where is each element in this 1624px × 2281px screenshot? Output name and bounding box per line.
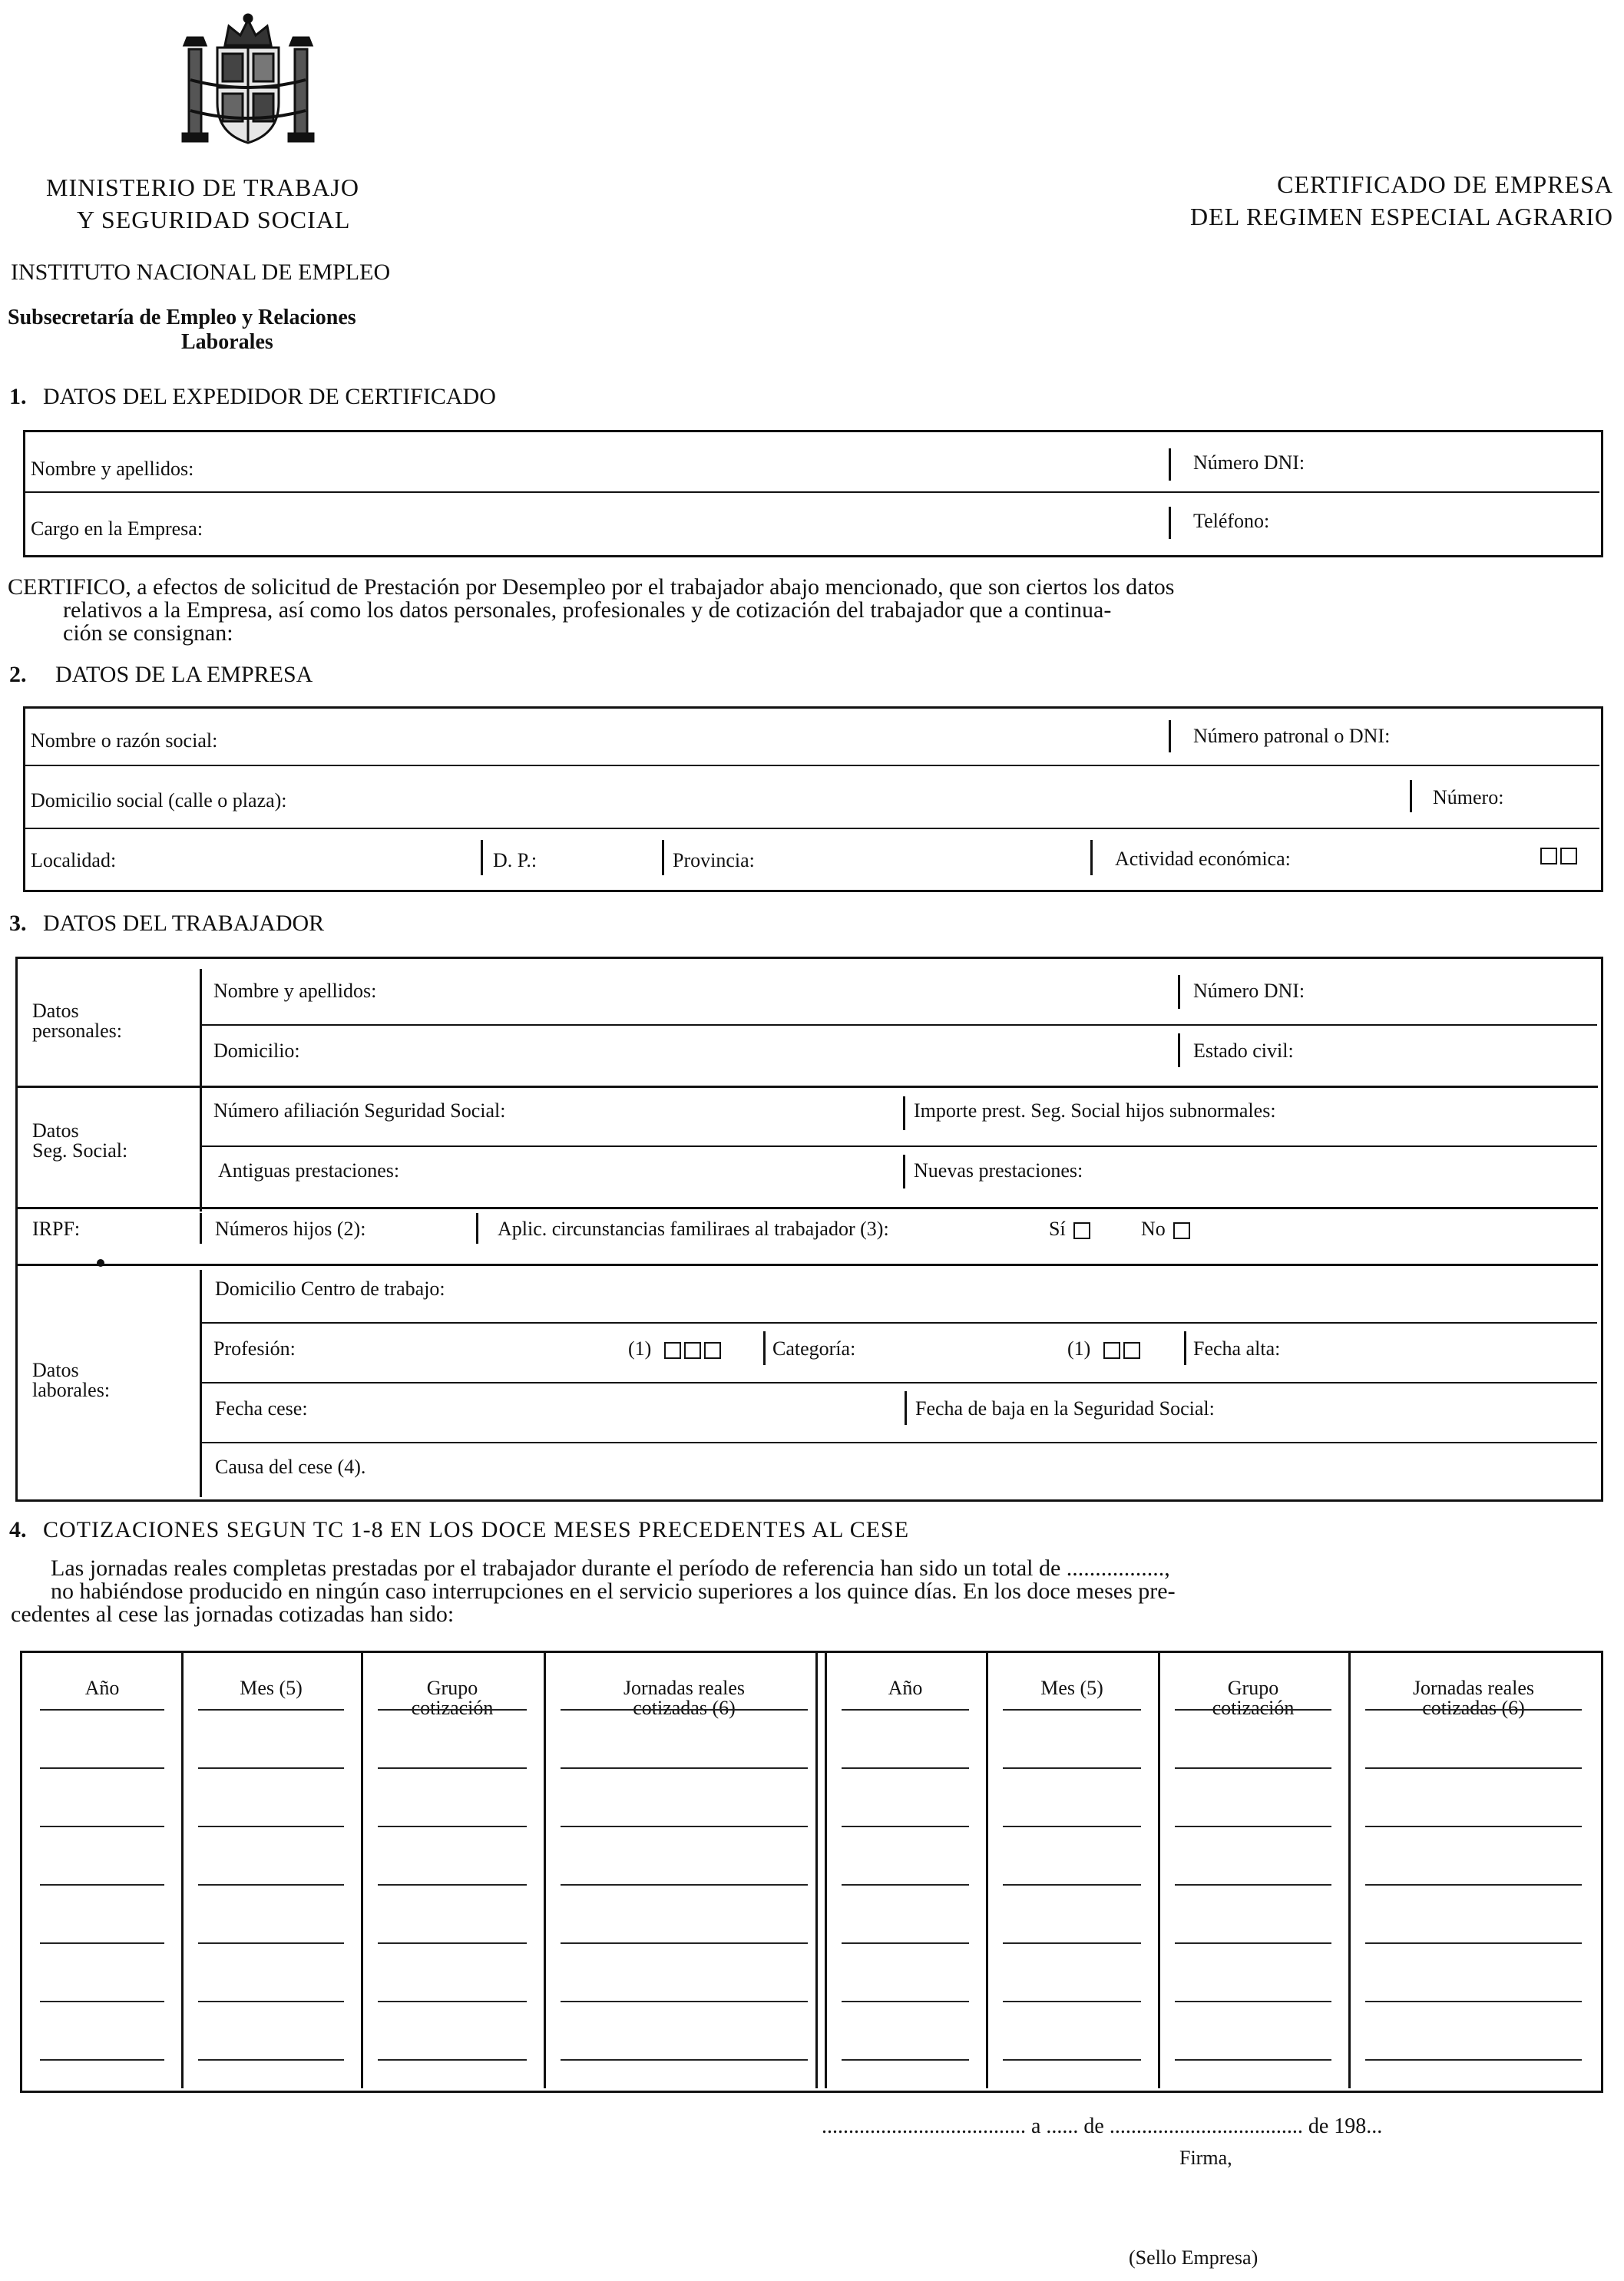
ministry-title-line1: MINISTERIO DE TRABAJO bbox=[46, 174, 359, 201]
checkbox-box[interactable] bbox=[664, 1342, 681, 1359]
causa-label: Causa del cese (4). bbox=[215, 1456, 366, 1478]
no-label: No bbox=[1141, 1218, 1166, 1240]
section2-vsep5 bbox=[1090, 840, 1093, 875]
place-date-line: ...................................... a ...... de .................................... de 198... bbox=[822, 2114, 1383, 2138]
centro-label: Domicilio Centro de trabajo: bbox=[215, 1278, 445, 1300]
table-entry-line[interactable] bbox=[1365, 2059, 1582, 2061]
table-entry-line[interactable] bbox=[1175, 2001, 1331, 2002]
block-divider-2 bbox=[18, 1207, 1598, 1209]
categoria-label: Categoría: bbox=[772, 1337, 856, 1360]
table-entry-line[interactable] bbox=[40, 1826, 164, 1827]
table-entry-line[interactable] bbox=[842, 2001, 969, 2002]
table-entry-line[interactable] bbox=[198, 1826, 344, 1827]
table-entry-line[interactable] bbox=[40, 1767, 164, 1769]
subsecretaria-line2: Laborales bbox=[181, 330, 273, 354]
table-entry-line[interactable] bbox=[198, 1709, 344, 1711]
laborales-vline bbox=[200, 1270, 202, 1497]
table-column-header bbox=[1348, 1678, 1599, 1718]
section2-vsep3 bbox=[481, 840, 483, 875]
section4-number: 4. bbox=[9, 1517, 27, 1542]
table-entry-line[interactable] bbox=[842, 1884, 969, 1886]
section1-box bbox=[23, 430, 1603, 557]
table-entry-line[interactable] bbox=[378, 1826, 527, 1827]
hijos-label: Números hijos (2): bbox=[215, 1218, 366, 1240]
section2-vsep1 bbox=[1169, 720, 1171, 752]
afiliacion-label: Número afiliación Seguridad Social: bbox=[213, 1099, 506, 1122]
empresa-actividad-label: Actividad económica: bbox=[1115, 848, 1291, 870]
personales-label-line2: personales: bbox=[32, 1020, 122, 1042]
table-entry-line[interactable] bbox=[561, 1826, 808, 1827]
table-column-header-line1: Jornadas reales bbox=[1412, 1677, 1535, 1699]
laborales-divider1 bbox=[201, 1322, 1597, 1324]
table-entry-line[interactable] bbox=[378, 2001, 527, 2002]
seg-social-divider bbox=[201, 1145, 1597, 1147]
nuevas-label: Nuevas prestaciones: bbox=[914, 1159, 1083, 1182]
seg-social-label-line2: Seg. Social: bbox=[32, 1139, 128, 1162]
table-column-header-line2: cotización bbox=[411, 1697, 494, 1719]
table-entry-line[interactable] bbox=[40, 1942, 164, 1944]
seg-social-vsep2 bbox=[903, 1155, 905, 1188]
laborales-vsep1 bbox=[763, 1331, 766, 1365]
table-entry-line[interactable] bbox=[198, 2059, 344, 2061]
aplic-label: Aplic. circunstancias familiraes al trabajador (3): bbox=[498, 1218, 889, 1240]
categoria-code[interactable] bbox=[1067, 1337, 1140, 1360]
table-entry-line[interactable] bbox=[842, 1942, 969, 1944]
laborales-label-line2: laborales: bbox=[32, 1379, 111, 1401]
section4-title: COTIZACIONES SEGUN TC 1-8 EN LOS DOCE MESES PRECEDENTES AL CESE bbox=[43, 1517, 910, 1542]
section1-vsep-bottom bbox=[1169, 507, 1171, 539]
expedidor-telefono-label: Teléfono: bbox=[1193, 510, 1270, 532]
table-entry-line[interactable] bbox=[198, 1767, 344, 1769]
table-entry-line[interactable] bbox=[1003, 2001, 1141, 2002]
laborales-divider2 bbox=[201, 1382, 1597, 1383]
irpf-label: IRPF: bbox=[32, 1218, 81, 1240]
table-column-header-line1: Grupo bbox=[1227, 1677, 1279, 1699]
categoria-code-note: (1) bbox=[1067, 1337, 1091, 1360]
laborales-divider3 bbox=[201, 1442, 1597, 1443]
checkbox-box[interactable] bbox=[1123, 1342, 1140, 1359]
table-entry-line[interactable] bbox=[198, 2001, 344, 2002]
no-option[interactable] bbox=[1141, 1218, 1190, 1241]
certificate-title-line1: CERTIFICADO DE EMPRESA bbox=[1277, 170, 1613, 198]
section1-vsep-top bbox=[1169, 448, 1171, 481]
table-entry-line[interactable] bbox=[561, 2059, 808, 2061]
actividad-code-boxes[interactable] bbox=[1537, 848, 1577, 864]
personales-vsep1 bbox=[1178, 975, 1180, 1009]
table-entry-line[interactable] bbox=[1003, 1709, 1141, 1711]
certifico-line3: ción se consignan: bbox=[63, 620, 233, 646]
table-column-header-line2: cotizadas (6) bbox=[633, 1697, 736, 1719]
table-entry-line[interactable] bbox=[378, 1942, 527, 1944]
block-divider-3 bbox=[18, 1264, 1598, 1266]
trabajador-estado-label: Estado civil: bbox=[1193, 1040, 1294, 1062]
table-entry-line[interactable] bbox=[40, 1709, 164, 1711]
laborales-vsep3 bbox=[905, 1391, 907, 1425]
fecha-baja-label: Fecha de baja en la Seguridad Social: bbox=[915, 1397, 1215, 1420]
checkbox-box[interactable] bbox=[1560, 848, 1577, 864]
profesion-label: Profesión: bbox=[213, 1337, 296, 1360]
section2-number: 2. bbox=[9, 662, 27, 687]
antiguas-label: Antiguas prestaciones: bbox=[218, 1159, 400, 1182]
table-entry-line[interactable] bbox=[561, 1709, 808, 1711]
table-column-header bbox=[1158, 1678, 1348, 1718]
section4-para-line2: no habiéndose producido en ningún caso interrupciones en el servicio superiores a los quince días. En los doce meses pre- bbox=[51, 1579, 1176, 1604]
table-entry-line[interactable] bbox=[1003, 2059, 1141, 2061]
table-entry-line[interactable] bbox=[378, 1709, 527, 1711]
table-entry-line[interactable] bbox=[1175, 1826, 1331, 1827]
table-column-header-line1: Año bbox=[84, 1677, 120, 1699]
table-entry-line[interactable] bbox=[842, 2059, 969, 2061]
table-entry-line[interactable] bbox=[378, 1767, 527, 1769]
table-entry-line[interactable] bbox=[1365, 1884, 1582, 1886]
table-entry-line[interactable] bbox=[1365, 2001, 1582, 2002]
subsecretaria-line1: Subsecretaría de Empleo y Relaciones bbox=[8, 306, 356, 329]
table-entry-line[interactable] bbox=[198, 1884, 344, 1886]
irpf-vsep2 bbox=[476, 1213, 478, 1244]
empresa-localidad-label: Localidad: bbox=[31, 849, 117, 871]
table-entry-line[interactable] bbox=[1175, 1884, 1331, 1886]
empresa-nombre-label: Nombre o razón social: bbox=[31, 729, 218, 752]
section3-title: DATOS DEL TRABAJADOR bbox=[43, 911, 325, 936]
table-entry-line[interactable] bbox=[842, 1709, 969, 1711]
table-column-header-line2: cotizadas (6) bbox=[1422, 1697, 1525, 1719]
seg-social-label-line1: Datos bbox=[32, 1119, 79, 1142]
table-entry-line[interactable] bbox=[40, 2001, 164, 2002]
table-entry-line[interactable] bbox=[1175, 1942, 1331, 1944]
personales-divider bbox=[201, 1024, 1597, 1026]
table-entry-line[interactable] bbox=[1365, 1767, 1582, 1769]
table-column-header bbox=[181, 1678, 361, 1698]
table-entry-line[interactable] bbox=[1365, 1709, 1582, 1711]
si-option[interactable] bbox=[1049, 1218, 1090, 1241]
section3-number: 3. bbox=[9, 911, 27, 936]
table-entry-line[interactable] bbox=[40, 1884, 164, 1886]
table-column-header bbox=[986, 1678, 1158, 1698]
certifico-line2: relativos a la Empresa, así como los datos personales, profesionales y de cotización del trabajador que a continua- bbox=[63, 597, 1112, 623]
table-entry-line[interactable] bbox=[1003, 1884, 1141, 1886]
checkbox-box[interactable] bbox=[1103, 1342, 1120, 1359]
fecha-cese-label: Fecha cese: bbox=[215, 1397, 308, 1420]
section1-heading bbox=[9, 384, 496, 410]
trabajador-nombre-label: Nombre y apellidos: bbox=[213, 980, 377, 1002]
checkbox-box[interactable] bbox=[684, 1342, 701, 1359]
block-divider-1 bbox=[18, 1086, 1598, 1088]
seg-social-vsep1 bbox=[903, 1096, 905, 1130]
laborales-label-line1: Datos bbox=[32, 1359, 79, 1381]
profesion-code[interactable] bbox=[628, 1337, 721, 1360]
expedidor-nombre-label: Nombre y apellidos: bbox=[31, 458, 194, 480]
certificate-title-line2: DEL REGIMEN ESPECIAL AGRARIO bbox=[1190, 203, 1613, 230]
section1-title: DATOS DEL EXPEDIDOR DE CERTIFICADO bbox=[43, 384, 496, 409]
trabajador-domicilio-label: Domicilio: bbox=[213, 1040, 300, 1062]
table-column-separator bbox=[986, 1651, 988, 2088]
table-entry-line[interactable] bbox=[378, 2059, 527, 2061]
table-column-separator bbox=[181, 1651, 184, 2088]
profesion-code-note: (1) bbox=[628, 1337, 652, 1360]
table-column-header bbox=[23, 1678, 181, 1698]
table-entry-line[interactable] bbox=[1365, 1942, 1582, 1944]
table-entry-line[interactable] bbox=[561, 1767, 808, 1769]
importe-label: Importe prest. Seg. Social hijos subnormales: bbox=[914, 1099, 1276, 1122]
si-label: Sí bbox=[1049, 1218, 1066, 1240]
table-entry-line[interactable] bbox=[561, 1942, 808, 1944]
table-entry-line[interactable] bbox=[198, 1942, 344, 1944]
laborales-vsep2 bbox=[1184, 1331, 1186, 1365]
trabajador-dni-label: Número DNI: bbox=[1193, 980, 1305, 1002]
seg-social-vline bbox=[200, 1089, 202, 1212]
checkbox-box[interactable] bbox=[1540, 848, 1557, 864]
table-column-header-line1: Año bbox=[888, 1677, 923, 1699]
section2-divider1 bbox=[25, 765, 1599, 766]
no-checkbox[interactable] bbox=[1173, 1222, 1190, 1239]
expedidor-dni-label: Número DNI: bbox=[1193, 451, 1305, 474]
table-entry-line[interactable] bbox=[1003, 1767, 1141, 1769]
table-column-header-line2: cotización bbox=[1212, 1697, 1295, 1719]
table-column-header-line1: Grupo bbox=[426, 1677, 478, 1699]
coat-of-arms-emblem bbox=[175, 11, 321, 149]
section2-divider2 bbox=[25, 828, 1599, 829]
table-entry-line[interactable] bbox=[1175, 1767, 1331, 1769]
checkbox-box[interactable] bbox=[704, 1342, 721, 1359]
empresa-dp-label: D. P.: bbox=[493, 849, 537, 871]
table-entry-line[interactable] bbox=[1003, 1826, 1141, 1827]
irpf-vsep1 bbox=[200, 1213, 202, 1244]
table-entry-line[interactable] bbox=[1003, 1942, 1141, 1944]
table-column-header bbox=[544, 1678, 825, 1718]
table-entry-line[interactable] bbox=[378, 1884, 527, 1886]
personales-vline bbox=[200, 969, 202, 1090]
table-column-header bbox=[361, 1678, 544, 1718]
sello-label: (Sello Empresa) bbox=[1129, 2246, 1259, 2269]
si-checkbox[interactable] bbox=[1073, 1222, 1090, 1239]
table-entry-line[interactable] bbox=[1365, 1826, 1582, 1827]
empresa-numero-label: Número: bbox=[1433, 786, 1504, 808]
section4-heading bbox=[9, 1517, 909, 1543]
personales-label-line1: Datos bbox=[32, 1000, 79, 1022]
table-column-header bbox=[825, 1678, 986, 1698]
section1-number: 1. bbox=[9, 384, 27, 409]
fecha-alta-label: Fecha alta: bbox=[1193, 1337, 1281, 1360]
section2-vsep4 bbox=[662, 840, 664, 875]
institute-name: INSTITUTO NACIONAL DE EMPLEO bbox=[11, 260, 391, 285]
section1-divider bbox=[25, 491, 1599, 493]
section4-para-line3: cedentes al cese las jornadas cotizadas han sido: bbox=[11, 1602, 455, 1627]
empresa-patronal-label: Número patronal o DNI: bbox=[1193, 725, 1391, 747]
personales-vsep2 bbox=[1178, 1033, 1180, 1067]
expedidor-cargo-label: Cargo en la Empresa: bbox=[31, 517, 203, 540]
section2-heading bbox=[9, 662, 313, 688]
section4-para-line1: Las jornadas reales completas prestadas por el trabajador durante el período de referencia han sido un total de ................., bbox=[51, 1555, 1170, 1581]
table-column-header-line1: Jornadas reales bbox=[623, 1677, 746, 1699]
certifico-line1: CERTIFICO, a efectos de solicitud de Prestación por Desempleo por el trabajador abajo mencionado, que son ciertos los datos bbox=[8, 574, 1175, 600]
table-column-separator bbox=[825, 1651, 827, 2088]
table-entry-line[interactable] bbox=[40, 2059, 164, 2061]
table-entry-line[interactable] bbox=[1175, 1709, 1331, 1711]
ministry-title-line2: Y SEGURIDAD SOCIAL bbox=[77, 206, 351, 233]
table-entry-line[interactable] bbox=[561, 2001, 808, 2002]
divider-dot-mark bbox=[97, 1259, 104, 1267]
section3-heading bbox=[9, 911, 324, 937]
firma-label: Firma, bbox=[1179, 2147, 1232, 2169]
table-entry-line[interactable] bbox=[1175, 2059, 1331, 2061]
section2-vsep2 bbox=[1410, 780, 1412, 812]
table-entry-line[interactable] bbox=[561, 1884, 808, 1886]
table-entry-line[interactable] bbox=[842, 1826, 969, 1827]
table-column-header-line1: Mes (5) bbox=[1040, 1677, 1103, 1699]
section2-title: DATOS DE LA EMPRESA bbox=[55, 662, 313, 687]
empresa-domicilio-label: Domicilio social (calle o plaza): bbox=[31, 789, 287, 812]
empresa-provincia-label: Provincia: bbox=[673, 849, 755, 871]
table-entry-line[interactable] bbox=[842, 1767, 969, 1769]
table-column-header-line1: Mes (5) bbox=[240, 1677, 303, 1699]
